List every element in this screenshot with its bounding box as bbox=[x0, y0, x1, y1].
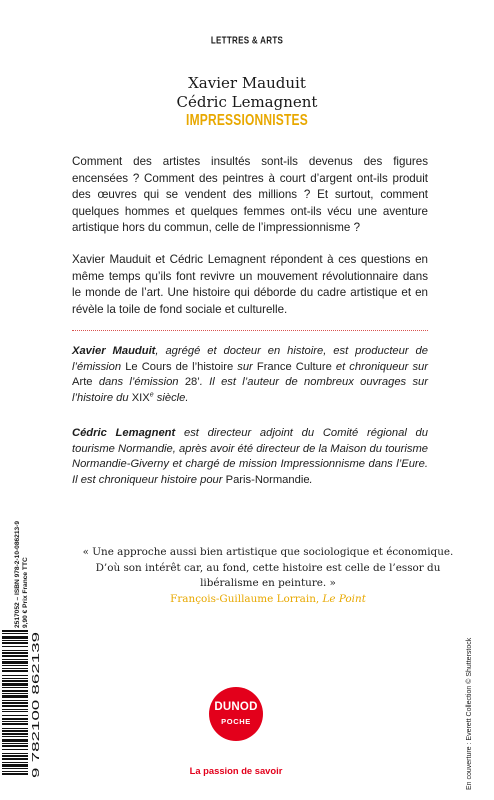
barcode-bar bbox=[2, 721, 28, 722]
barcode-bar bbox=[2, 668, 28, 669]
barcode bbox=[2, 630, 42, 778]
author-name: Cédric Lemagnent bbox=[176, 93, 318, 111]
cover-credit: En couverture : Everett Collection © Shutterstock bbox=[466, 637, 473, 790]
author-bio-mauduit: Xavier Mauduit, agrégé et docteur en histoire, est producteur de l’émission Le Cours de l’histoire sur France Culture et chroniqueur sur Arte dans l’émission 28’. Il est l’auteur de nombreux ouvrages sur l’histoire du XIXe siècle. bbox=[72, 345, 428, 404]
press-quote: « Une approche aussi bien artistique que sociologique et économique. D’où son intérêt car, au fond, cette histoire est celle de l’essor du libéralisme en peinture. » bbox=[82, 546, 454, 590]
barcode-bar bbox=[2, 753, 28, 754]
barcode-bar bbox=[2, 715, 28, 716]
blurb-paragraph: Comment des artistes insultés sont-ils devenus des figures encensées ? Comment des peintres à court d’argent ont-ils produit des œuvres qui se vendent des millions ? Et surtout, comment quelques hommes et quelques femmes ont-ils vécu une aventure artistique hors du commun, celle de l’impressionnisme ? bbox=[72, 155, 428, 235]
logo-sub: POCHE bbox=[221, 717, 251, 726]
barcode-bar bbox=[2, 693, 28, 694]
barcode-bar bbox=[2, 661, 28, 664]
barcode-bar bbox=[2, 665, 28, 666]
barcode-bars bbox=[2, 630, 28, 775]
quote-source: François-Guillaume Lorrain, Le Point bbox=[170, 593, 366, 605]
barcode-bar bbox=[2, 670, 28, 672]
barcode-bar bbox=[2, 730, 28, 732]
blurb-paragraph: Xavier Mauduit et Cédric Lemagnent répondent à ces questions en même temps qu’ils font revivre un mouvement révolutionnaire dans le monde de l’art. Une histoire qui déborde du cadre artistique et en révèle la toile de fond sociale et culturelle. bbox=[72, 253, 428, 316]
barcode-bar bbox=[2, 728, 28, 729]
book-title: IMPRESSIONNISTES bbox=[186, 110, 308, 130]
publisher-slogan: La passion de savoir bbox=[189, 765, 283, 776]
barcode-bar bbox=[2, 700, 28, 701]
authors-block bbox=[0, 74, 494, 112]
dotted-divider bbox=[72, 330, 428, 331]
barcode-bar bbox=[2, 695, 28, 698]
author-bio-lemagnent: Cédric Lemagnent est directeur adjoint du Comité régional du tourisme Normandie, après avoir été directeur de la Maison du tourisme Normandie-Giverny et chargé de mission Impressionnisme dans l’Eure. Il est chroniqueur histoire pour Paris-Normandie. bbox=[72, 427, 428, 486]
isbn-block bbox=[14, 478, 29, 628]
series-label: LETTRES & ARTS bbox=[210, 34, 284, 47]
bio-author-name: Cédric Lemagnent bbox=[72, 427, 176, 439]
barcode-bar bbox=[2, 680, 28, 682]
barcode-bar bbox=[2, 633, 28, 634]
barcode-bar bbox=[2, 659, 28, 660]
barcode-bar bbox=[2, 745, 28, 747]
barcode-bar bbox=[2, 675, 28, 676]
author-name: Xavier Mauduit bbox=[188, 74, 306, 92]
barcode-bar bbox=[2, 683, 28, 686]
barcode-bar bbox=[2, 678, 28, 679]
barcode-bar bbox=[2, 687, 28, 688]
logo-brand: DUNOD bbox=[214, 701, 258, 713]
barcode-bar bbox=[2, 709, 28, 710]
barcode-bar bbox=[2, 705, 28, 707]
barcode-bar bbox=[2, 758, 28, 760]
barcode-bar bbox=[2, 723, 28, 725]
barcode-bar bbox=[2, 739, 28, 742]
barcode-bar bbox=[2, 655, 28, 657]
barcode-bar bbox=[2, 702, 28, 704]
barcode-bar bbox=[2, 749, 28, 750]
price-text: 9,90 € Prix France TTC bbox=[22, 557, 29, 628]
barcode-bar bbox=[2, 690, 28, 692]
barcode-bar bbox=[2, 762, 28, 763]
barcode-digits: 9 782100 862139 bbox=[30, 696, 42, 778]
barcode-bar bbox=[2, 650, 28, 651]
barcode-bar bbox=[2, 711, 28, 712]
barcode-bar bbox=[2, 718, 28, 720]
barcode-bar bbox=[2, 646, 28, 647]
barcode-bar bbox=[2, 630, 28, 632]
barcode-bar bbox=[2, 640, 28, 641]
barcode-bar bbox=[2, 755, 28, 757]
isbn-text: 2517052 – ISBN 978-2-10-086213-9 bbox=[14, 520, 21, 628]
barcode-bar bbox=[2, 733, 28, 735]
barcode-bar bbox=[2, 652, 28, 654]
barcode-bar bbox=[2, 636, 28, 639]
barcode-bar bbox=[2, 743, 28, 744]
barcode-bar bbox=[2, 736, 28, 737]
bio-author-name: Xavier Mauduit bbox=[72, 345, 156, 357]
barcode-bar bbox=[2, 642, 28, 644]
publisher-logo bbox=[209, 687, 263, 741]
